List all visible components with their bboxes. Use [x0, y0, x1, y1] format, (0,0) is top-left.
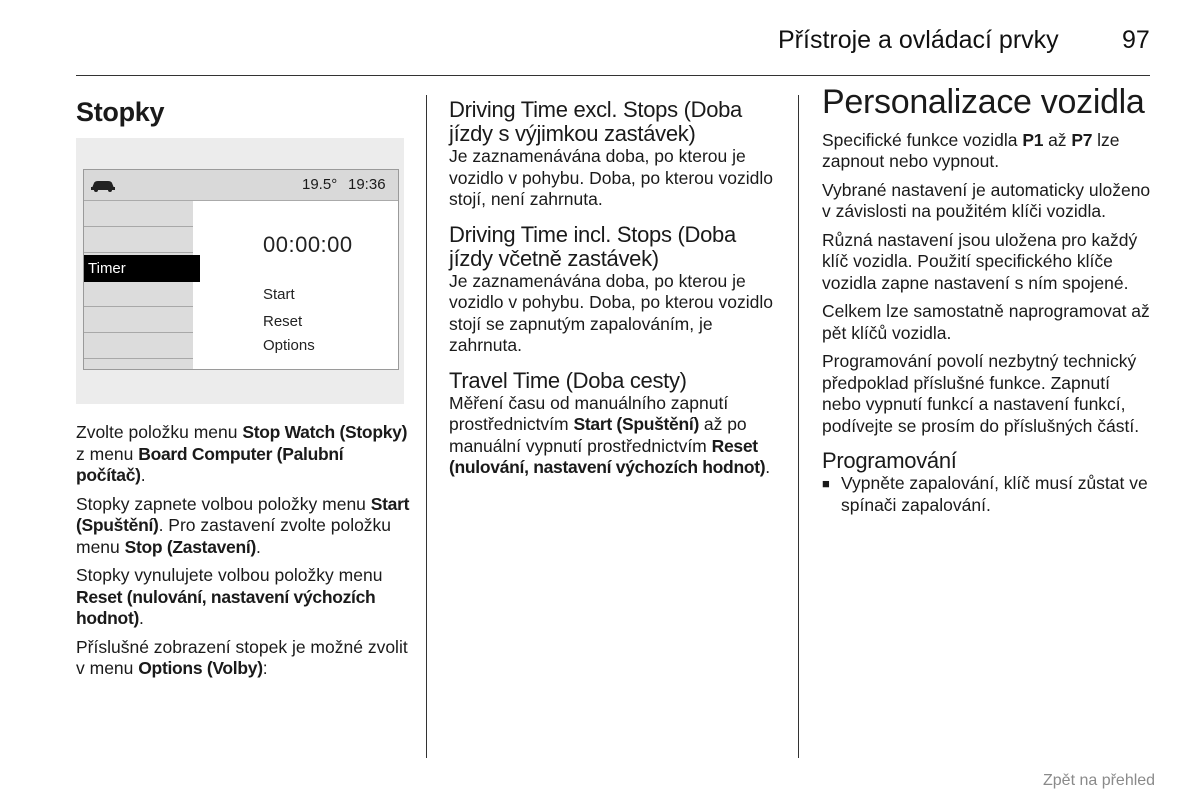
- paragraph: Zvolte položku menu Stop Watch (Stopky) z menu Board Computer (Palubní počítač).: [76, 422, 408, 485]
- option-start: Start: [263, 286, 295, 303]
- header-divider: [76, 75, 1150, 76]
- column-divider-1: [426, 95, 427, 758]
- bullet-square-icon: ■: [822, 476, 830, 491]
- stopky-modes: [449, 98, 785, 479]
- display-status-bar: [84, 170, 398, 201]
- paragraph: Je zaznamenávána doba, po kterou je vozidlo v pohybu. Doba, po kterou vozidlo stojí se zapnutým zapalováním, je zahrnuta.: [449, 270, 773, 355]
- display-screenshot: [76, 138, 404, 404]
- menu-cell: [84, 333, 193, 359]
- paragraph: Vybrané nastavení je automaticky uloženo v závislosti na použitém klíči vozidla.: [822, 179, 1151, 221]
- menu-cell: [84, 227, 193, 253]
- bullet-item: [822, 473, 1152, 516]
- personalizace-section: [822, 83, 1152, 516]
- car-icon: [90, 177, 116, 193]
- subheading-travel-time: Travel Time (Doba cesty): [449, 367, 687, 393]
- display-screen: [83, 169, 399, 370]
- page-header-title: Přístroje a ovládací prvky: [778, 26, 1059, 54]
- stopky-body: [76, 422, 412, 680]
- timer-menu-item: Timer: [84, 255, 200, 282]
- paragraph: Různá nastavení jsou uložena pro každý klíč vozidla. Použití specifického klíče vozidla zapne nastavení s ním spojené.: [822, 229, 1138, 293]
- page-number: 97: [1122, 26, 1150, 54]
- paragraph: Stopky vynulujete volbou položky menu Reset (nulování, nastavení výchozích hodnot).: [76, 565, 383, 628]
- paragraph: Specifické funkce vozidla P1 až P7 lze zapnout nebo vypnout.: [822, 129, 1120, 171]
- subheading-driving-time-incl: Driving Time incl. Stops (Doba jízdy včetně zastávek): [449, 221, 736, 271]
- timer-value: 00:00:00: [263, 232, 353, 257]
- option-options: Options: [263, 337, 315, 354]
- paragraph: Je zaznamenávána doba, po kterou je vozidlo v pohybu. Doba, po kterou vozidlo stojí, není zahrnuta.: [449, 146, 773, 209]
- paragraph: Programování povolí nezbytný technický předpoklad příslušné funkce. Zapnutí nebo vypnutí funkcí a nastavení funkcí, podívejte se prosím do příslušných částí.: [822, 351, 1140, 436]
- clock-readout: 19:36: [348, 176, 386, 193]
- column-divider-2: [798, 95, 799, 758]
- paragraph: Měření času od manuálního zapnutí prostřednictvím Start (Spuštění) až po manuální vypnutí prostřednictvím Reset (nulování, nastavení výchozích hodnot).: [449, 392, 771, 477]
- display-menu-column: [84, 201, 193, 369]
- paragraph: Stopky zapnete volbou položky menu Start (Spuštění). Pro zastavení zvolte položku menu Stop (Zastavení).: [76, 493, 410, 557]
- option-reset: Reset: [263, 313, 303, 330]
- temperature-readout: 19.5°: [302, 176, 338, 193]
- menu-cell: [84, 201, 193, 227]
- subheading-driving-time-excl: Driving Time excl. Stops (Doba jízdy s výjimkou zastávek): [449, 97, 742, 146]
- paragraph: Celkem lze samostatně naprogramovat až pět klíčů vozidla.: [822, 301, 1150, 343]
- section-heading-personalizace: Personalizace vozidla: [822, 83, 1145, 121]
- back-to-overview-link[interactable]: Zpět na přehled: [1043, 772, 1156, 789]
- menu-cell: [84, 281, 193, 307]
- menu-cell: [84, 307, 193, 333]
- subheading-programovani: Programování: [822, 448, 957, 473]
- bullet-text: Vypněte zapalování, klíč musí zůstat ve spínači zapalování.: [841, 473, 1148, 515]
- section-heading-stopky: Stopky: [76, 97, 165, 127]
- paragraph: Příslušné zobrazení stopek je možné zvolit v menu Options (Volby):: [76, 636, 408, 678]
